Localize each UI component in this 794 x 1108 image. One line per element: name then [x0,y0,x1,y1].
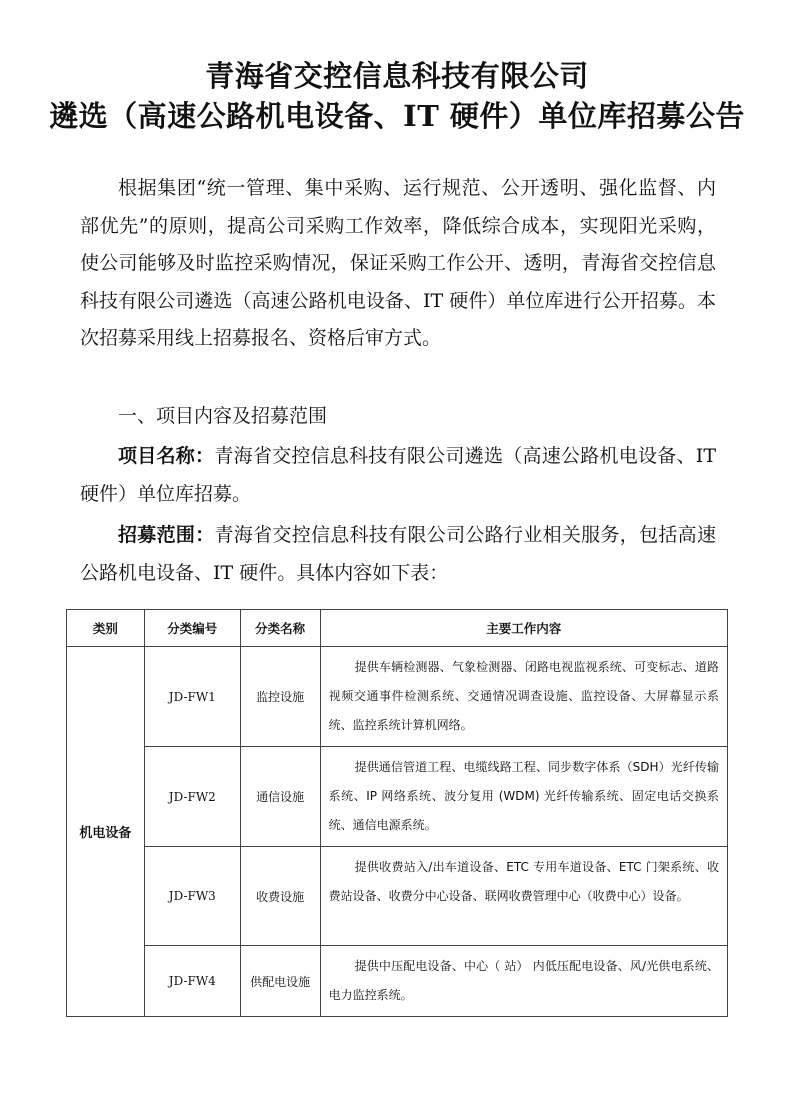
code-cell: JD-FW3 [144,847,240,946]
document-title-line1: 青海省交控信息科技有限公司 [205,59,589,93]
project-name-label: 项目名称： [118,445,215,467]
name-cell: 供配电设施 [240,946,320,1017]
header-name: 分类名称 [240,610,320,647]
scope-text: 青海省交控信息科技有限公司公路行业相关服务，包括高速公路机电设备、IT 硬件。具体内容如下表： [80,524,716,584]
table-row [67,946,728,1017]
name-cell: 监控设施 [240,647,320,747]
header-content: 主要工作内容 [320,610,727,647]
table-header-row [67,610,728,647]
content-cell: 提供收费站入/出车道设备、ETC 专用车道设备、ETC 门架系统、收费站设备、收费分中心设备、联网收费管理中心（收费中心）设备。 [320,847,727,946]
document-title-line2: 遴选（高速公路机电设备、IT 硬件）单位库招募公告 [49,99,745,133]
section1-heading: 一、项目内容及招募范围 [118,405,328,427]
name-cell: 通信设施 [240,747,320,847]
project-name-paragraph [80,438,716,513]
code-cell: JD-FW1 [144,647,240,747]
work-content-table [66,609,728,1017]
scope-label: 招募范围： [118,524,215,546]
table-row [67,647,728,747]
table-row [67,747,728,847]
code-cell: JD-FW2 [144,747,240,847]
content-cell: 提供通信管道工程、电缆线路工程、同步数字体系（SDH）光纤传输系统、IP 网络系统、波分复用 (WDM) 光纤传输系统、固定电话交换系统、通信电源系统。 [320,747,727,847]
category-cell: 机电设备 [67,647,145,1017]
scope-paragraph [80,517,716,592]
header-code: 分类编号 [144,610,240,647]
project-name-text: 青海省交控信息科技有限公司遴选（高速公路机电设备、IT 硬件）单位库招募。 [80,445,716,505]
code-cell: JD-FW4 [144,946,240,1017]
content-cell: 提供车辆检测器、气象检测器、闭路电视监视系统、可变标志、道路视频交通事件检测系统、交通情况调查设施、监控设备、大屏幕显示系统、监控系统计算机网络。 [320,647,727,747]
header-category: 类别 [67,610,145,647]
table-row [67,847,728,946]
intro-paragraph: 根据集团“统一管理、集中采购、运行规范、公开透明、强化监督、内部优先”的原则，提高公司采购工作效率，降低综合成本，实现阳光采购，使公司能够及时监控采购情况，保证采购工作公开、透明，青海省交控信息科技有限公司遴选（高速公路机电设备、IT 硬件）单位库进行公开招募。本次招募采用线上招募报名、资格后审方式。 [80,177,716,349]
name-cell: 收费设施 [240,847,320,946]
content-cell: 提供中压配电设备、中心（ 站） 内低压配电设备、风/光供电系统、电力监控系统。 [320,946,727,1017]
